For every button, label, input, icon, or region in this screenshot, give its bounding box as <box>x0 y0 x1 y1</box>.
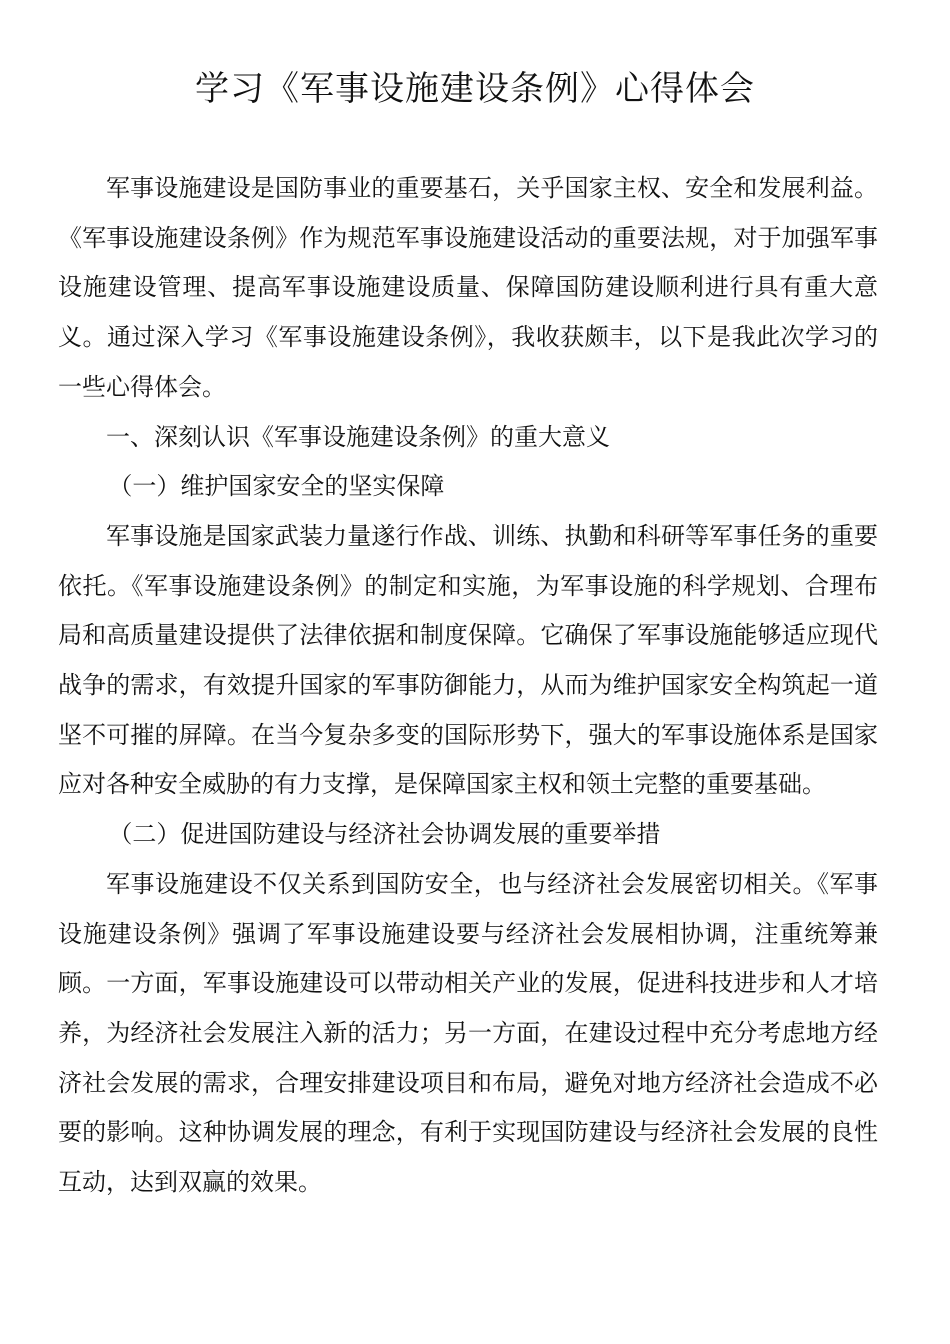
document-title: 学习《军事设施建设条例》心得体会 <box>195 69 755 109</box>
subsection-heading-2: （二）促进国防建设与经济社会协调发展的重要举措 <box>108 820 661 849</box>
intro-paragraph: 军事设施建设是国防事业的重要基石，关乎国家主权、安全和发展利益。《军事设施建设条例》作为规范军事设施建设活动的重要法规，对于加强军事设施建设管理、提高军事设施建设质量、保障国防建设顺利进行具有重大意义。通过深入学习《军事设施建设条例》，我收获颇丰，以下是我此次学习的一些心得体会。 <box>58 174 878 401</box>
body-paragraph-coordination: 军事设施建设不仅关系到国防安全，也与经济社会发展密切相关。《军事设施建设条例》强调了军事设施建设要与经济社会发展相协调，注重统筹兼顾。一方面，军事设施建设可以带动相关产业的发展，促进科技进步和人才培养，为经济社会发展注入新的活力；另一方面，在建设过程中充分考虑地方经济社会发展的需求，合理安排建设项目和布局，避免对地方经济社会造成不必要的影响。这种协调发展的理念，有利于实现国防建设与经济社会发展的良性互动，达到双赢的效果。 <box>58 869 878 1197</box>
subsection-heading-1: （一）维护国家安全的坚实保障 <box>108 472 445 501</box>
section-heading-1: 一、深刻认识《军事设施建设条例》的重大意义 <box>106 422 610 451</box>
document-body <box>58 164 878 1208</box>
body-paragraph-security: 军事设施是国家武装力量遂行作战、训练、执勤和科研等军事任务的重要依托。《军事设施建设条例》的制定和实施，为军事设施的科学规划、合理布局和高质量建设提供了法律依据和制度保障。它确保了军事设施能够适应现代战争的需求，有效提升国家的军事防御能力，从而为维护国家安全构筑起一道坚不可摧的屏障。在当今复杂多变的国际形势下，强大的军事设施体系是国家应对各种安全威胁的有力支撑，是保障国家主权和领土完整的重要基础。 <box>58 521 878 799</box>
